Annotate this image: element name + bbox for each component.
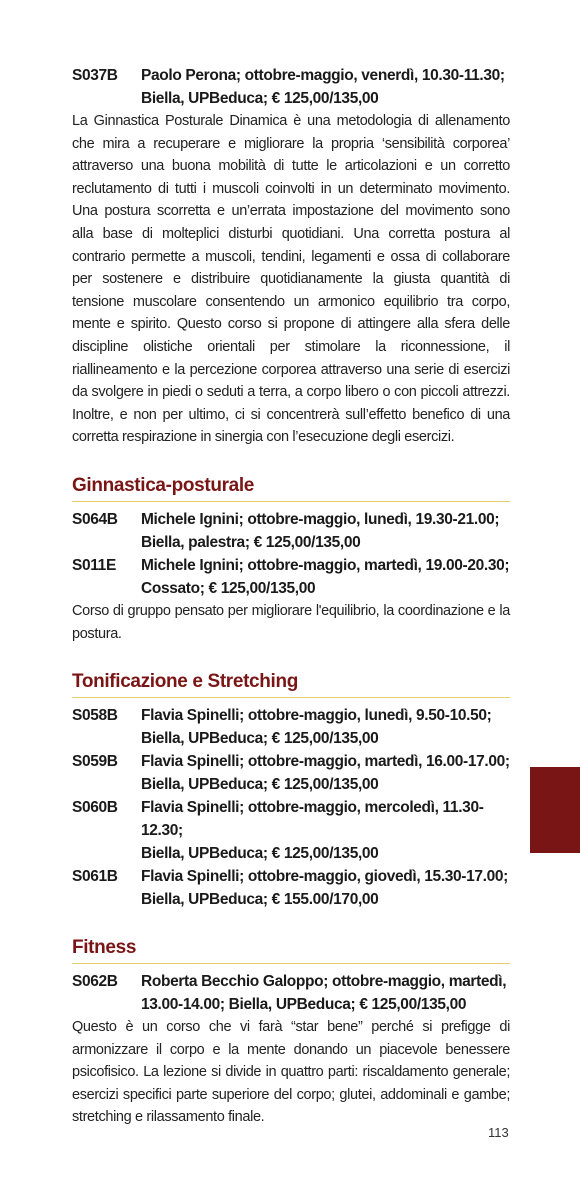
course-code: S059B [72,753,118,771]
course-entry [72,508,510,554]
course-code: S060B [72,799,118,817]
course-entry [72,865,510,911]
course-info: Michele Ignini; ottobre-maggio, lunedì, 19.30-21.00; Biella, palestra; € 125,00/135,00 [141,510,500,551]
course-entry [72,796,510,865]
course-code: S011E [72,556,116,574]
section-title-fitness: Fitness [72,935,510,964]
course-entry [72,554,510,600]
course-info: Flavia Spinelli; ottobre-maggio, martedì, 16.00-17.00; Biella, UPBeduca; € 125,00/135,00 [141,753,510,794]
course-description: La Ginnastica Posturale Dinamica è una metodologia di allenamento che mira a recuperare e migliorare la propria ‘sensibilità corporea’ attraverso una buona mobilità di tutte le articolazioni e un corretto reclutamento di tutti i muscoli coinvolti in un determinato movimento. Una postura scorretta e un’errata impostazione del movimento sono alla base di molteplici disturbi quotidiani. Una corretta postura al contrario permette a muscoli, tendini, legamenti e ossa di collaborare per sostenere e distribuire quotidianamente la giusta quantità di tensione muscolare consentendo un armonico equilibrio tra corpo, mente e spirito. Questo corso si propone di attingere alla sfera delle discipline olistiche orientali per stimolare la riconnessione, il riallineamento e la percezione corporea attraverso una serie di esercizi da svolgere in piedi o seduti a terra, a corpo libero o con piccoli attrezzi. Inoltre, e non per ultimo, ci si concentrerà sull’effetto benefico di una corretta respirazione in sinergia con l’esecuzione degli esercizi. [72,113,510,446]
course-info: Flavia Spinelli; ottobre-maggio, giovedì, 15.30-17.00; Biella, UPBeduca; € 155.00/170,00 [141,868,508,909]
course-code: S037B [72,67,118,84]
course-entry [72,970,510,1016]
chapter-tab-marker [530,767,580,853]
course-code: S062B [72,973,118,991]
section-description: Questo è un corso che vi farà “star bene” perché si prefigge di armonizzare il corpo e la mente donando un piacevole benessere psicofisico. La lezione si divide in quattro parti: riscaldamento generale; esercizi specifici parte superiore del corpo; glutei, addominali e gambe; stretching e rilassamento finale. [72,1019,510,1126]
page-number: 113 [488,1125,509,1140]
course-info: Michele Ignini; ottobre-maggio, martedì, 19.00-20.30; Cossato; € 125,00/135,00 [141,556,510,597]
course-code: S061B [72,868,118,886]
section-title-ginnastica-posturale: Ginnastica-posturale [72,473,510,502]
course-info: Flavia Spinelli; ottobre-maggio, lunedì, 9.50-10.50; Biella, UPBeduca; € 125,00/135,00 [141,707,492,748]
section-description: Corso di gruppo pensato per migliorare l'equilibrio, la coordinazione e la postura. [72,602,510,642]
course-entry [72,750,510,796]
page-content [72,64,510,1129]
course-code: S058B [72,707,118,725]
course-entry [72,704,510,750]
course-info: Flavia Spinelli; ottobre-maggio, mercoledì, 11.30-12.30; Biella, UPBeduca; € 125,00/135,00 [141,799,484,863]
course-code: S064B [72,510,118,528]
course-info: Roberta Becchio Galoppo; ottobre-maggio, martedì, 13.00-14.00; Biella, UPBeduca; € 125,00/135,00 [141,973,507,1014]
course-entry [72,64,510,110]
section-title-tonificazione-stretching: Tonificazione e Stretching [72,669,510,698]
course-info: Paolo Perona; ottobre-maggio, venerdì, 10.30-11.30; Biella, UPBeduca; € 125,00/135,00 [141,67,505,107]
